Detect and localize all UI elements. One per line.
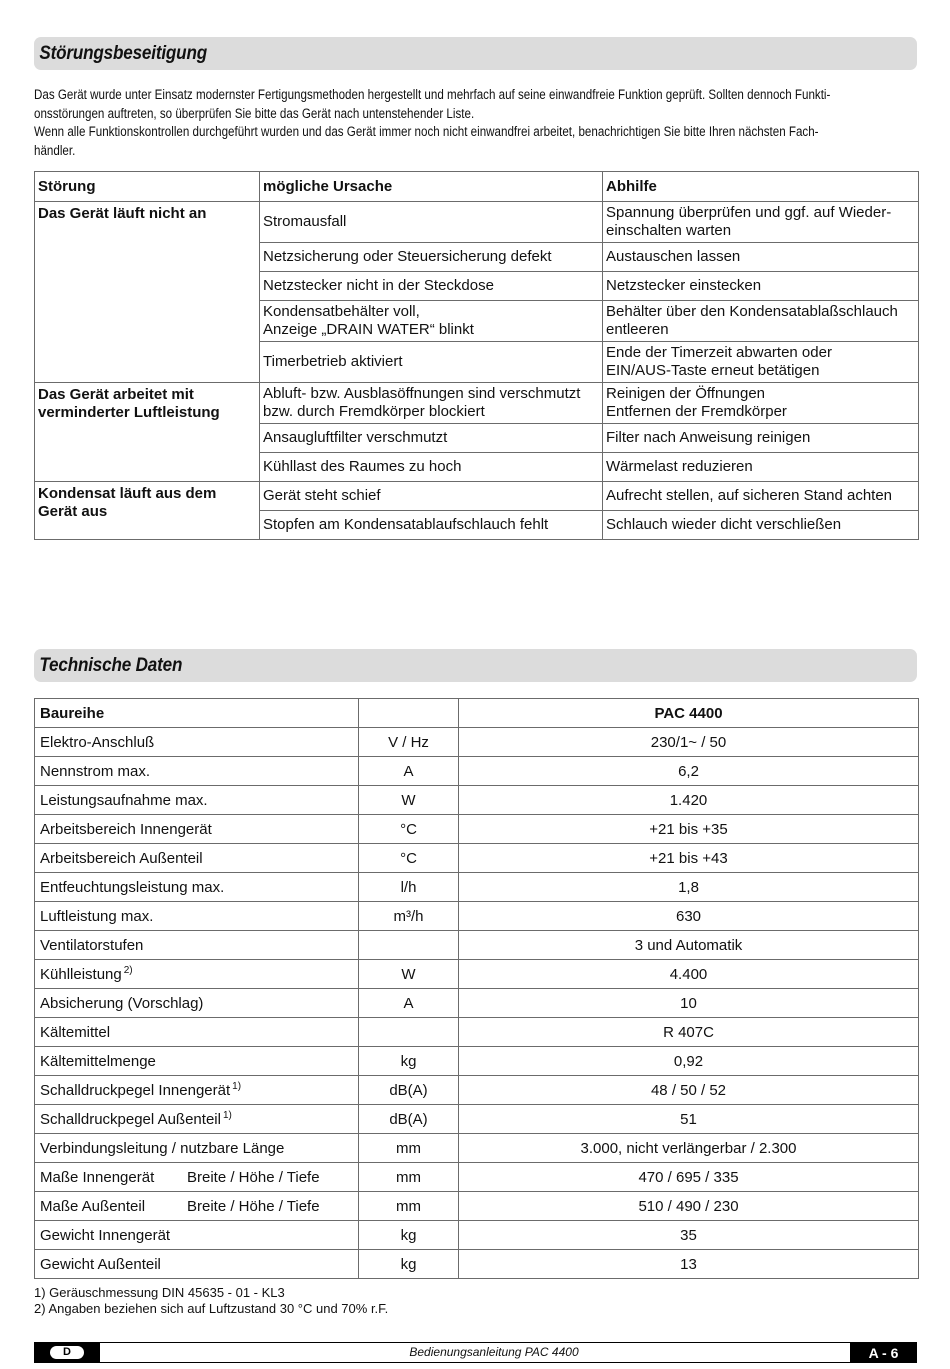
spec-value: +21 bis +35 — [459, 815, 919, 844]
spec-label-cell — [35, 1047, 359, 1076]
spec-label: Arbeitsbereich Innengerät — [40, 820, 212, 838]
spec-unit: V / Hz — [359, 728, 459, 757]
spec-value: 35 — [459, 1221, 919, 1250]
troubleshooting-table — [34, 171, 919, 540]
remedy-cell: Spannung überprüfen und ggf. auf Wieder- einschalten warten — [603, 202, 919, 243]
spec-label: Kühlleistung — [40, 965, 122, 983]
table-row — [35, 482, 919, 511]
technical-data-table — [34, 698, 919, 1279]
spec-value: 6,2 — [459, 757, 919, 786]
spec-value: 3 und Automatik — [459, 931, 919, 960]
spec-label: Schalldruckpegel Innengerät — [40, 1081, 231, 1099]
cause-cell: Gerät steht schief — [260, 482, 603, 511]
spec-unit: A — [359, 757, 459, 786]
cause-cell: Netzstecker nicht in der Steckdose — [260, 272, 603, 301]
spec-label: Gewicht Außenteil — [40, 1255, 161, 1273]
spec-label: Nennstrom max. — [40, 762, 151, 780]
spec-label-cell — [35, 757, 359, 786]
table-row — [35, 786, 919, 815]
spec-value: 13 — [459, 1250, 919, 1279]
series-label: Baureihe — [35, 699, 359, 728]
footnote-reference: 1) — [222, 1109, 232, 1121]
spec-label: Entfeuchtungsleistung max. — [40, 878, 225, 896]
spec-unit: A — [359, 989, 459, 1018]
spec-unit: °C — [359, 815, 459, 844]
troubleshooting-heading: Störungsbeseitigung — [39, 42, 207, 64]
spec-value: 510 / 490 / 230 — [459, 1192, 919, 1221]
intro-line: Das Gerät wurde unter Einsatz modernster Fertigungsmethoden hergestellt und mehrfach auf seine einwandfreie Funktion geprüft. Sollten dennoch Funkti- — [34, 87, 831, 102]
table-row — [35, 757, 919, 786]
table-row — [35, 1134, 919, 1163]
footer-title: Bedienungsanleitung PAC 4400 — [409, 1345, 579, 1359]
footnotes — [34, 1285, 388, 1317]
remedy-cell: Behälter über den Kondensatablaßschlauch entleeren — [603, 301, 919, 342]
table-row — [35, 1076, 919, 1105]
unit-header — [359, 699, 459, 728]
spec-value: 48 / 50 / 52 — [459, 1076, 919, 1105]
technical-section-header — [34, 649, 917, 682]
spec-unit: kg — [359, 1250, 459, 1279]
spec-label-cell — [35, 1221, 359, 1250]
table-row — [35, 1018, 919, 1047]
spec-unit: W — [359, 786, 459, 815]
table-row — [35, 202, 919, 243]
spec-label-cell — [35, 1163, 359, 1192]
spec-label: Gewicht Innengerät — [40, 1226, 171, 1244]
page-footer — [34, 1342, 917, 1363]
spec-label-cell — [35, 728, 359, 757]
intro-line: händler. — [34, 142, 76, 158]
remedy-cell: Filter nach Anweisung reinigen — [603, 424, 919, 453]
table-row — [35, 902, 919, 931]
fault-cell: Das Gerät arbeitet mit verminderter Luftleistung — [35, 383, 260, 482]
page-number: A - 6 — [850, 1343, 917, 1362]
spec-label: Leistungsaufnahme max. — [40, 791, 208, 809]
spec-unit: l/h — [359, 873, 459, 902]
cause-cell: Stopfen am Kondensatablaufschlauch fehlt — [260, 511, 603, 540]
spec-unit — [359, 1018, 459, 1047]
spec-label-cell — [35, 1192, 359, 1221]
spec-value: 0,92 — [459, 1047, 919, 1076]
spec-label-cell — [35, 1250, 359, 1279]
technical-heading: Technische Daten — [39, 654, 183, 676]
table-row — [35, 1105, 919, 1134]
table-row — [35, 960, 919, 989]
spec-label: Ventilatorstufen — [40, 936, 144, 954]
spec-unit: dB(A) — [359, 1105, 459, 1134]
spec-sublabel: Breite / Höhe / Tiefe — [187, 1197, 320, 1215]
footnote: 2) Angaben beziehen sich auf Luftzustand 30 °C und 70% r.F. — [34, 1301, 389, 1316]
remedy-cell: Aufrecht stellen, auf sicheren Stand achten — [603, 482, 919, 511]
table-row — [35, 931, 919, 960]
spec-value: R 407C — [459, 1018, 919, 1047]
spec-label-cell — [35, 1134, 359, 1163]
remedy-cell: Schlauch wieder dicht verschließen — [603, 511, 919, 540]
spec-unit: kg — [359, 1221, 459, 1250]
spec-label: Arbeitsbereich Außenteil — [40, 849, 203, 867]
intro-line: onsstörungen auftreten, so überprüfen Sie bitte das Gerät nach untenstehender Liste. — [34, 105, 475, 121]
spec-value: 630 — [459, 902, 919, 931]
spec-value: 1.420 — [459, 786, 919, 815]
spec-label-cell — [35, 815, 359, 844]
spec-value: 470 / 695 / 335 — [459, 1163, 919, 1192]
spec-label-cell — [35, 1076, 359, 1105]
spec-unit: mm — [359, 1134, 459, 1163]
spec-label: Absicherung (Vorschlag) — [40, 994, 204, 1012]
spec-label-cell — [35, 844, 359, 873]
spec-unit: mm — [359, 1163, 459, 1192]
spec-label-cell — [35, 786, 359, 815]
cause-cell: Abluft- bzw. Ausblasöffnungen sind verschmutzt bzw. durch Fremdkörper blockiert — [260, 383, 603, 424]
spec-unit: W — [359, 960, 459, 989]
language-code: D — [50, 1346, 84, 1359]
spec-label-cell — [35, 989, 359, 1018]
troubleshooting-intro — [34, 86, 917, 160]
spec-unit: kg — [359, 1047, 459, 1076]
cause-cell: Kühllast des Raumes zu hoch — [260, 453, 603, 482]
model-name: PAC 4400 — [459, 699, 919, 728]
cause-cell: Timerbetrieb aktiviert — [260, 342, 603, 383]
column-header-remedy: Abhilfe — [603, 172, 919, 202]
spec-value: 4.400 — [459, 960, 919, 989]
table-row — [35, 844, 919, 873]
remedy-cell: Wärmelast reduzieren — [603, 453, 919, 482]
remedy-cell: Reinigen der Öffnungen Entfernen der Fremdkörper — [603, 383, 919, 424]
table-row — [35, 815, 919, 844]
cause-cell: Kondensatbehälter voll, Anzeige „DRAIN WATER“ blinkt — [260, 301, 603, 342]
table-header-row — [35, 172, 919, 202]
spec-value: 51 — [459, 1105, 919, 1134]
spec-value: 1,8 — [459, 873, 919, 902]
intro-line: Wenn alle Funktionskontrollen durchgeführt wurden und das Gerät immer noch nicht einwandfrei arbeitet, benachrichtigen Sie bitte Ihren nächsten Fach- — [34, 124, 819, 139]
spec-label-cell — [35, 960, 359, 989]
spec-value: 230/1~ / 50 — [459, 728, 919, 757]
spec-value: 3.000, nicht verlängerbar / 2.300 — [459, 1134, 919, 1163]
footnote-reference: 1) — [232, 1080, 242, 1092]
spec-label-cell — [35, 931, 359, 960]
troubleshooting-section-header — [34, 37, 917, 70]
language-badge — [34, 1343, 100, 1362]
spec-value: +21 bis +43 — [459, 844, 919, 873]
spec-unit: m³/h — [359, 902, 459, 931]
spec-label-cell — [35, 873, 359, 902]
table-row — [35, 989, 919, 1018]
table-row — [35, 728, 919, 757]
spec-label: Kältemittel — [40, 1023, 111, 1041]
cause-cell: Ansaugluftfilter verschmutzt — [260, 424, 603, 453]
spec-label: Luftleistung max. — [40, 907, 154, 925]
remedy-cell: Austauschen lassen — [603, 243, 919, 272]
spec-label-cell — [35, 1018, 359, 1047]
spec-label: Maße Innengerät — [40, 1168, 155, 1186]
table-row — [35, 1192, 919, 1221]
fault-cell: Kondensat läuft aus dem Gerät aus — [35, 482, 260, 540]
spec-unit — [359, 931, 459, 960]
spec-label: Kältemittelmenge — [40, 1052, 156, 1070]
column-header-fault: Störung — [35, 172, 260, 202]
table-row — [35, 383, 919, 424]
footnote-reference: 2) — [123, 964, 133, 976]
spec-label: Verbindungsleitung / nutzbare Länge — [40, 1139, 285, 1157]
table-header-row — [35, 699, 919, 728]
spec-sublabel: Breite / Höhe / Tiefe — [187, 1168, 320, 1186]
spec-unit: mm — [359, 1192, 459, 1221]
spec-label-cell — [35, 1105, 359, 1134]
table-row — [35, 1047, 919, 1076]
spec-label-cell — [35, 902, 359, 931]
cause-cell: Netzsicherung oder Steuersicherung defekt — [260, 243, 603, 272]
spec-label: Maße Außenteil — [40, 1197, 146, 1215]
column-header-cause: mögliche Ursache — [260, 172, 603, 202]
fault-cell: Das Gerät läuft nicht an — [35, 202, 260, 383]
footnote: 1) Geräuschmessung DIN 45635 - 01 - KL3 — [34, 1285, 285, 1300]
spec-value: 10 — [459, 989, 919, 1018]
table-row — [35, 1221, 919, 1250]
cause-cell: Stromausfall — [260, 202, 603, 243]
remedy-cell: Netzstecker einstecken — [603, 272, 919, 301]
table-row — [35, 1163, 919, 1192]
spec-label: Elektro-Anschluß — [40, 733, 155, 751]
table-row — [35, 1250, 919, 1279]
table-row — [35, 873, 919, 902]
spec-unit: dB(A) — [359, 1076, 459, 1105]
spec-label: Schalldruckpegel Außenteil — [40, 1110, 221, 1128]
spec-unit: °C — [359, 844, 459, 873]
remedy-cell: Ende der Timerzeit abwarten oder EIN/AUS-Taste erneut betätigen — [603, 342, 919, 383]
